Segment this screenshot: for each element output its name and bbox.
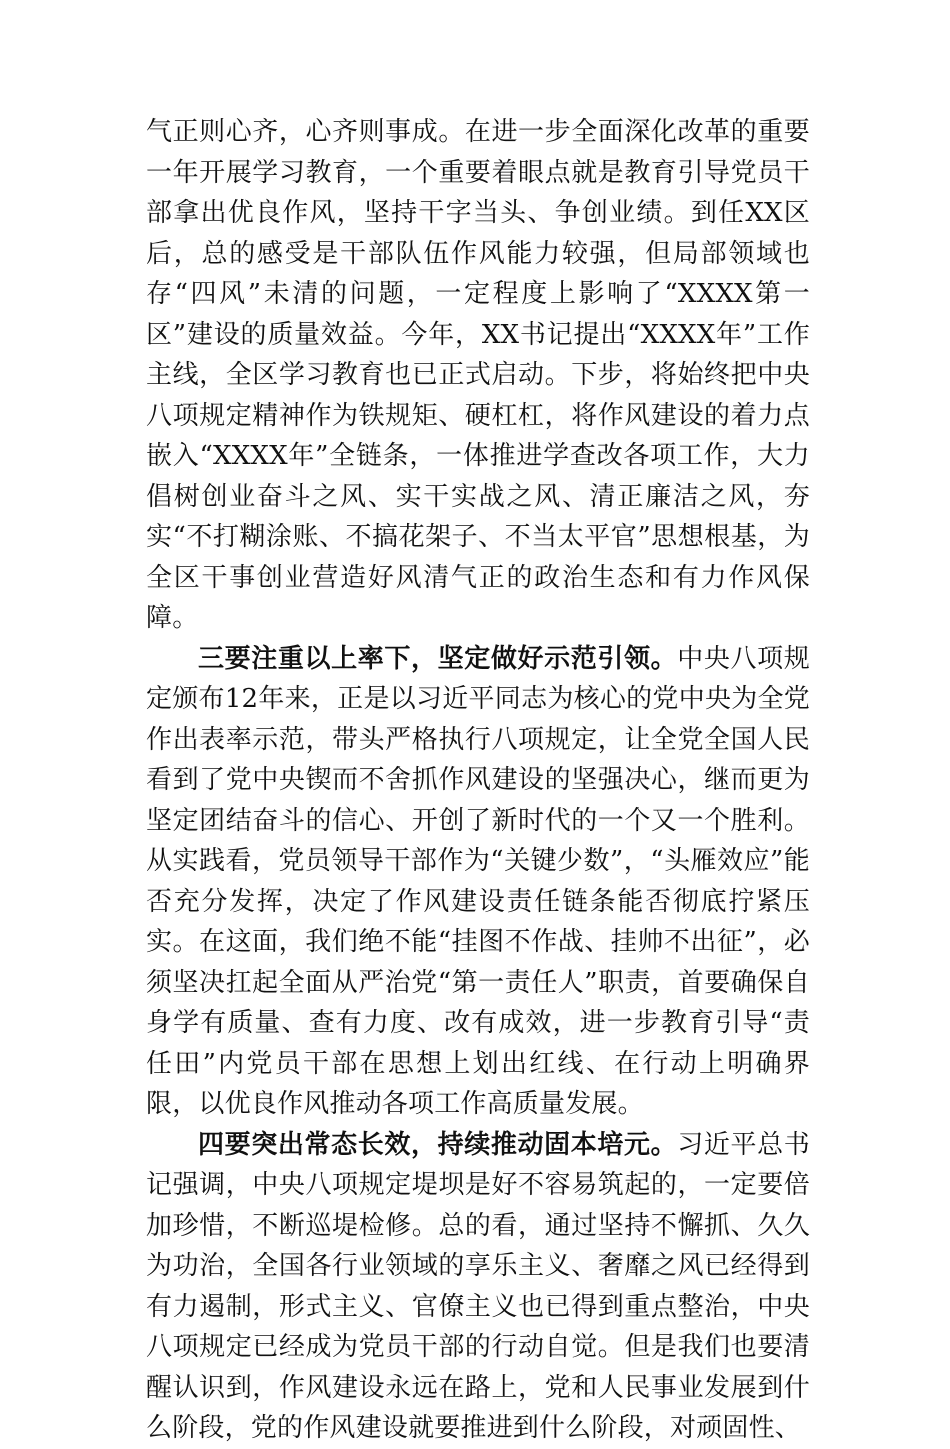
paragraph-3-lead: 四要突出常态长效，持续推动固本培元。 (198, 1129, 678, 1160)
paragraph-1 (146, 112, 810, 639)
document-page (146, 112, 810, 1449)
paragraph-2-lead: 三要注重以上率下，坚定做好示范引领。 (198, 643, 678, 674)
paragraph-2-text: 中央八项规定颁布12年来，正是以习近平同志为核心的党中央为全党作出表率示范，带头严格执行八项规定，让全党全国人民看到了党中央锲而不舍抓作风建设的坚强决心，继而更为坚定团结奋斗的信心、开创了新时代的一个又一个胜利。从实践看，党员领导干部作为“关键少数”，“头雁效应”能否充分发挥，决定了作风建设责任链条能否彻底拧紧压实。在这面，我们绝不能“挂图不作战、挂帅不出征”，必须坚决扛起全面从严治党“第一责任人”职责，首要确保自身学有质量、查有力度、改有成效，进一步教育引导“责任田”内党员干部在思想上划出红线、在行动上明确界限，以优良作风推动各项工作高质量发展。 (146, 643, 810, 1119)
paragraph-2 (146, 639, 810, 1125)
paragraph-3 (146, 1125, 810, 1449)
paragraph-1-text: 气正则心齐，心齐则事成。在进一步全面深化改革的重要一年开展学习教育，一个重要着眼点就是教育引导党员干部拿出优良作风，坚持干字当头、争创业绩。到任XX区后，总的感受是干部队伍作风能力较强，但局部领域也存“四风”未清的问题，一定程度上影响了“XXXX第一区”建设的质量效益。今年，XX书记提出“XXXX年”工作主线，全区学习教育也已正式启动。下步，将始终把中央八项规定精神作为铁规矩、硬杠杠，将作风建设的着力点嵌入“XXXX年”全链条，一体推进学查改各项工作，大力倡树创业奋斗之风、实干实战之风、清正廉洁之风，夯实“不打糊涂账、不搞花架子、不当太平官”思想根基，为全区干事创业营造好风清气正的政治生态和有力作风保障。 (146, 117, 810, 633)
paragraph-3-text: 习近平总书记强调，中央八项规定堤坝是好不容易筑起的，一定要倍加珍惜，不断巡堤检修。总的看，通过坚持不懈抓、久久为功治，全国各行业领域的享乐主义、奢靡之风已经得到有力遏制，形式主义、官僚主义也已得到重点整治，中央八项规定已经成为党员干部的行动自觉。但是我们也要清醒认识到，作风建设永远在路上，党和人民事业发展到什么阶段，党的作风建设就要推进到什么阶段，对顽固性、 (146, 1129, 810, 1443)
